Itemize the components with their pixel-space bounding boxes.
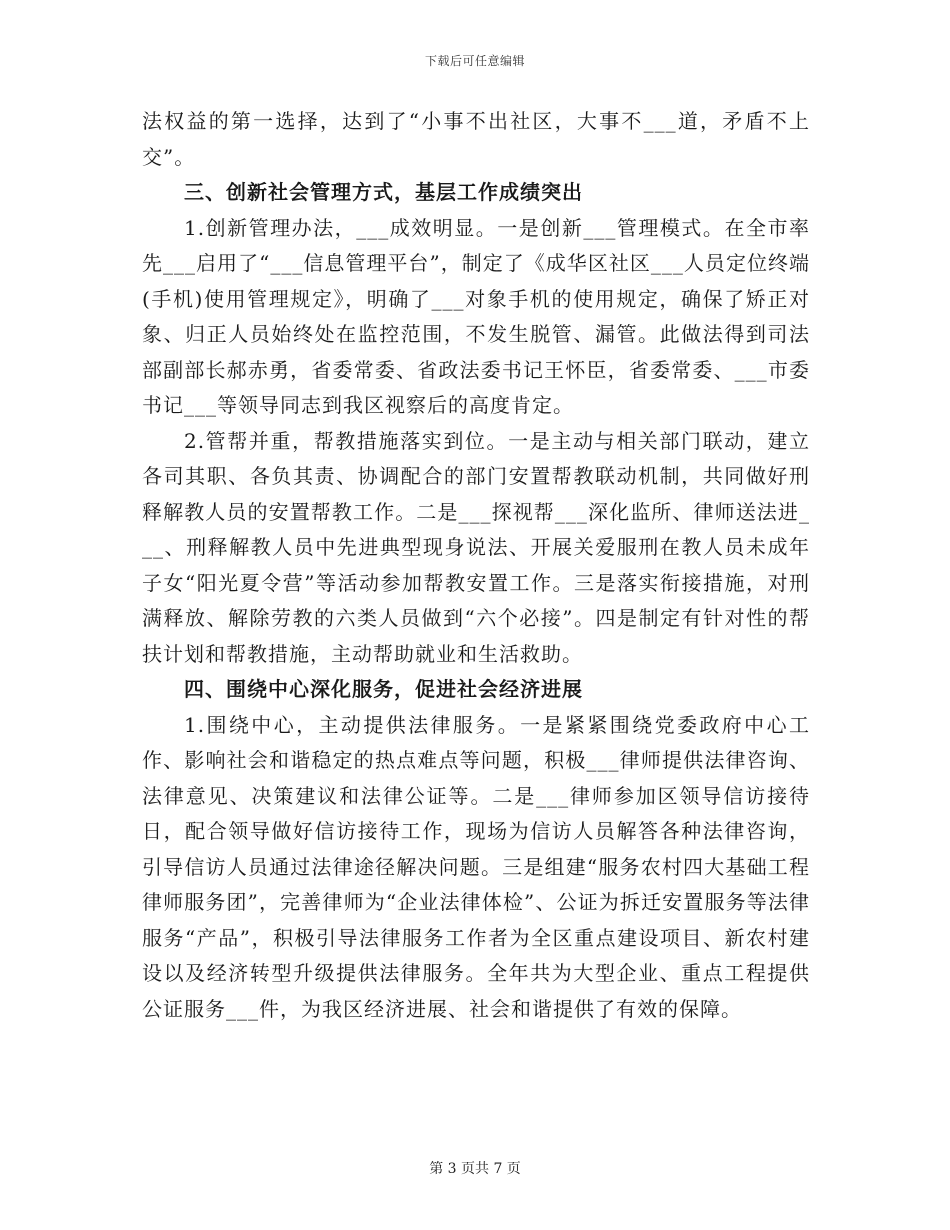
- paragraph-4-1: 1.围绕中心，主动提供法律服务。一是紧紧围绕党委政府中心工作、影响社会和谐稳定的热点难点等问题，积极___律师提供法律咨询、法律意见、决策建议和法律公证等。二是___律师参加区领导信访接待日，配合领导做好信访接待工作，现场为信访人员解答各种法律咨询，引导信访人员通过法律途径解决问题。三是组建“服务农村四大基础工程律师服务团”，完善律师为“企业法律体检”、公证为拆迁安置服务等法律服务“产品”，积极引导法律服务工作者为全区重点建设项目、新农村建设以及经济转型升级提供法律服务。全年共为大型企业、重点工程提供公证服务___件，为我区经济进展、社会和谐提供了有效的保障。: [142, 712, 810, 1021]
- section-heading-4: 四、围绕中心深化服务，促进社会经济进展: [184, 677, 583, 701]
- paragraph-continuation: 法权益的第一选择，达到了“小事不出社区，大事不___道，矛盾不上交”。: [142, 109, 810, 169]
- paragraph-3-2: 2.管帮并重，帮教措施落实到位。一是主动与相关部门联动，建立各司其职、各负其责、协调配合的部门安置帮教联动机制，共同做好刑释解教人员的安置帮教工作。二是___探视帮___深化监所、律师送法进___、刑释解教人员中先进典型现身说法、开展关爱服刑在教人员未成年子女“阳光夏令营”等活动参加帮教安置工作。三是落实衔接措施，对刑满释放、解除劳教的六类人员做到“六个必接”。四是制定有针对性的帮扶计划和帮教措施，主动帮助就业和生活救助。: [142, 428, 810, 666]
- document-body: [142, 104, 810, 1027]
- page-number: 第 3 页共 7 页: [429, 1161, 521, 1177]
- paragraph-3-1: 1.创新管理办法，___成效明显。一是创新___管理模式。在全市率先___启用了“___信息管理平台”，制定了《成华区社区___人员定位终端(手机)使用管理规定》，明确了___对象手机的使用规定，确保了矫正对象、归正人员始终处在监控范围，不发生脱管、漏管。此做法得到司法部副部长郝赤勇，省委常委、省政法委书记王怀臣，省委常委、___市委书记___等领导同志到我区视察后的高度肯定。: [142, 215, 810, 417]
- page-header: 下载后可任意编辑: [424, 54, 525, 68]
- section-heading-3: 三、创新社会管理方式，基层工作成绩突出: [184, 180, 583, 204]
